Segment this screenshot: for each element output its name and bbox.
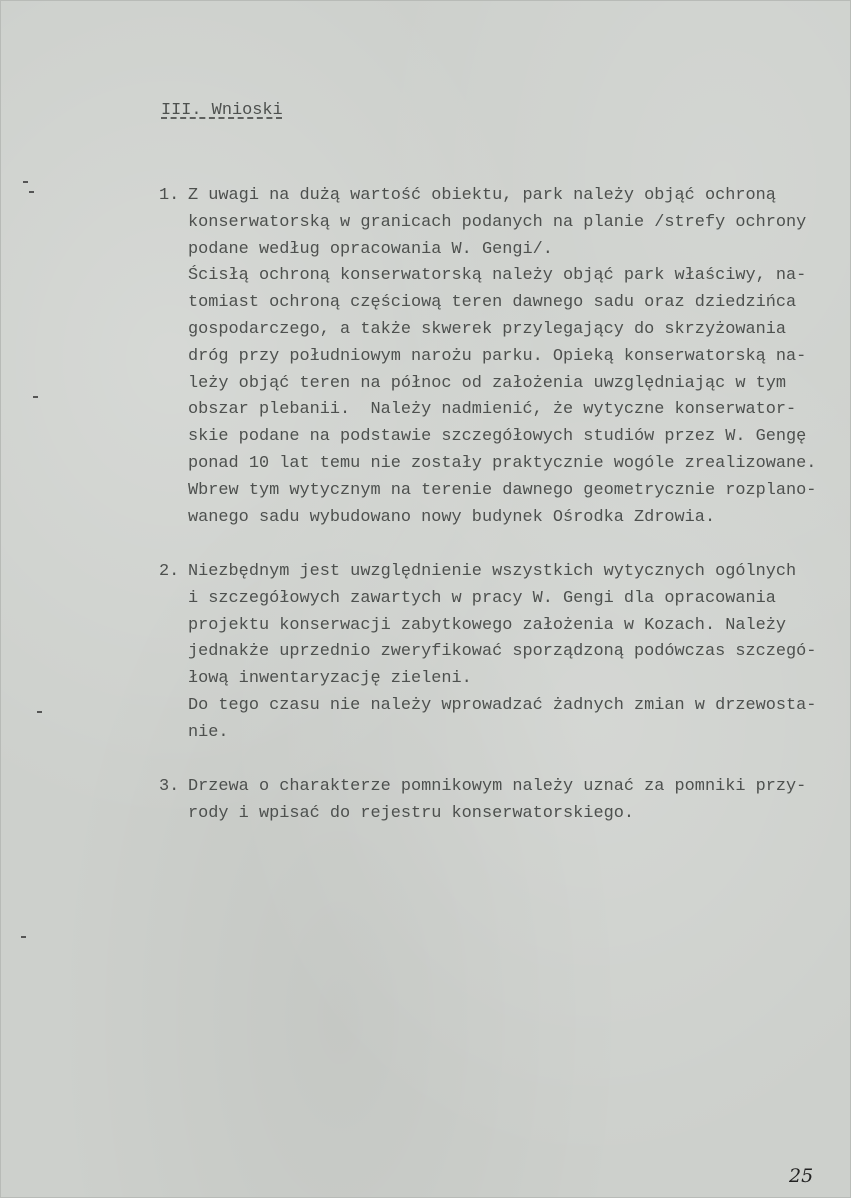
text-line: Do tego czasu nie należy wprowadzać żadnych zmian w drzewosta- xyxy=(188,696,817,715)
text-line: jednakże uprzednio zweryfikować sporządzoną podówczas szczegó- xyxy=(188,642,817,662)
text-line: i szczegółowych zawartych w pracy W. Gengi dla opracowania xyxy=(188,588,776,608)
margin-mark xyxy=(21,936,26,938)
text-line: projektu konserwacji zabytkowego założenia w Kozach. Należy xyxy=(188,615,787,635)
text-line: nie. xyxy=(188,722,229,742)
text-line: podane według opracowania W. Gengi/. xyxy=(188,239,553,259)
text-line: Z uwagi na dużą wartość obiektu, park należy objąć ochroną xyxy=(188,186,776,205)
section-number: 1. xyxy=(159,186,180,205)
text-line: dróg przy południowym narożu parku. Opieką konserwatorską na- xyxy=(188,346,807,366)
text-line: wanego sadu wybudowano nowy budynek Ośrodka Zdrowia. xyxy=(188,507,716,527)
section-number: 3. xyxy=(159,777,180,796)
text-line: Niezbędnym jest uwzględnienie wszystkich wytycznych ogólnych xyxy=(188,562,797,581)
text-line: obszar plebanii. Należy nadmienić, że wytyczne konserwator- xyxy=(188,400,797,420)
page-number: 25 xyxy=(789,1165,814,1187)
text-line: konserwatorską w granicach podanych na planie /strefy ochrony xyxy=(188,212,807,232)
section-heading: III. Wnioski xyxy=(161,101,283,120)
text-line: ponad 10 lat temu nie zostały praktycznie wogóle zrealizowane. xyxy=(188,454,817,473)
margin-mark xyxy=(33,396,38,398)
text-line: łową inwentaryzację zieleni. xyxy=(188,669,472,689)
text-line: Ścisłą ochroną konserwatorską należy objąć park właściwy, na- xyxy=(188,266,807,286)
margin-mark xyxy=(23,181,28,183)
margin-mark xyxy=(37,711,42,713)
text-line: gospodarczego, a także skwerek przylegający do skrzyżowania xyxy=(188,320,787,339)
text-line: leży objąć teren na północ od założenia uwzględniając w tym xyxy=(188,373,787,393)
text-line: Drzewa o charakterze pomnikowym należy uznać za pomniki przy- xyxy=(188,777,807,796)
margin-mark xyxy=(29,191,34,193)
text-line: Wbrew tym wytycznym na terenie dawnego geometrycznie rozplano- xyxy=(188,480,817,500)
text-line: skie podane na podstawie szczegółowych studiów przez W. Gengę xyxy=(188,427,807,447)
text-line: tomiast ochroną częściową teren dawnego sadu oraz dziedzińca xyxy=(188,293,797,313)
section-number: 2. xyxy=(159,562,180,581)
text-line: rody i wpisać do rejestru konserwatorskiego. xyxy=(188,803,634,823)
